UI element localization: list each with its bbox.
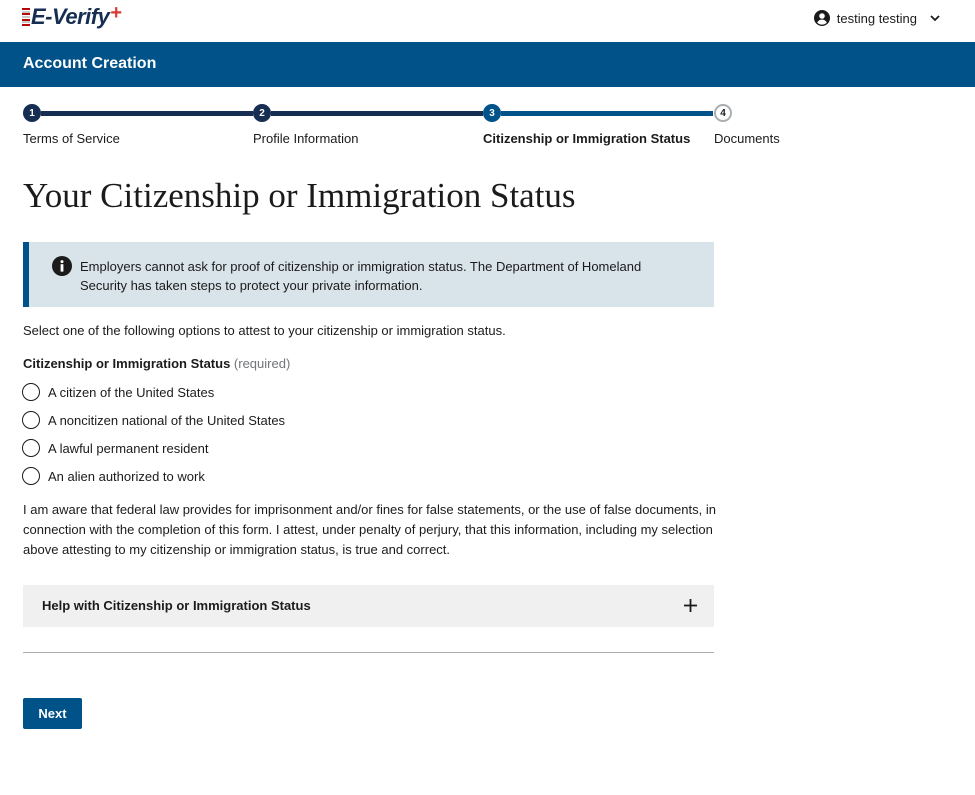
step-segment-2 xyxy=(271,111,483,116)
help-accordion[interactable] xyxy=(23,585,714,627)
step-label-citizenship: Citizenship or Immigration Status xyxy=(483,131,691,146)
alert-text: Employers cannot ask for proof of citizenship or immigration status. The Department of Homeland Security has taken steps to protect your private information. xyxy=(80,259,642,293)
radio-button[interactable] xyxy=(22,439,40,457)
step-label-profile: Profile Information xyxy=(253,131,359,146)
radio-label[interactable]: A citizen of the United States xyxy=(48,384,215,400)
field-label: Citizenship or Immigration Status xyxy=(23,356,231,371)
info-icon xyxy=(52,256,72,276)
account-circle-icon xyxy=(814,10,830,26)
section-title: Account Creation xyxy=(23,55,157,72)
plus-icon[interactable] xyxy=(684,599,697,612)
logo-text: E-Verify xyxy=(31,4,110,29)
radio-option-citizen[interactable] xyxy=(22,382,214,402)
step-number-1: 1 xyxy=(23,104,41,122)
instructions-text: Select one of the following options to attest to your citizenship or immigration status. xyxy=(23,323,506,338)
top-header xyxy=(0,0,975,42)
chevron-down-icon xyxy=(929,12,941,24)
user-name: testing testing xyxy=(836,10,917,26)
title-bar xyxy=(0,42,975,87)
accordion-label[interactable]: Help with Citizenship or Immigration Status xyxy=(42,598,311,613)
logo-flag-icon xyxy=(22,8,30,26)
step-number-4: 4 xyxy=(714,104,732,122)
field-legend xyxy=(23,356,290,371)
next-button[interactable]: Next xyxy=(23,698,82,729)
radio-option-permanent-resident[interactable] xyxy=(22,438,208,458)
radio-button[interactable] xyxy=(22,383,40,401)
e-verify-logo[interactable] xyxy=(22,1,123,30)
step-label-documents: Documents xyxy=(714,131,780,146)
step-segment-1 xyxy=(41,111,253,116)
radio-option-authorized-alien[interactable] xyxy=(22,466,205,486)
radio-label[interactable]: A noncitizen national of the United States xyxy=(48,412,286,428)
page-title: Your Citizenship or Immigration Status xyxy=(23,176,576,215)
step-label-terms: Terms of Service xyxy=(23,131,120,146)
attestation-text: I am aware that federal law provides for imprisonment and/or fines for false statements, or the use of false documents, in connection with the completion of this form. I attest, under penalty of perjury, that this information, including my selection above attesting to my citizenship or immigration status, is true and correct. xyxy=(23,502,716,557)
step-number-2: 2 xyxy=(253,104,271,122)
user-menu[interactable] xyxy=(814,7,941,29)
step-number-3: 3 xyxy=(483,104,501,122)
radio-button[interactable] xyxy=(22,411,40,429)
radio-option-noncitizen-national[interactable] xyxy=(22,410,285,430)
step-indicator xyxy=(23,103,780,148)
info-alert xyxy=(23,242,714,307)
divider xyxy=(23,652,714,653)
radio-label[interactable]: A lawful permanent resident xyxy=(48,440,209,456)
radio-label[interactable]: An alien authorized to work xyxy=(48,468,205,484)
radio-button[interactable] xyxy=(22,467,40,485)
step-segment-3 xyxy=(501,111,713,116)
required-indicator: (required) xyxy=(233,356,291,371)
logo-plus: + xyxy=(110,1,123,24)
